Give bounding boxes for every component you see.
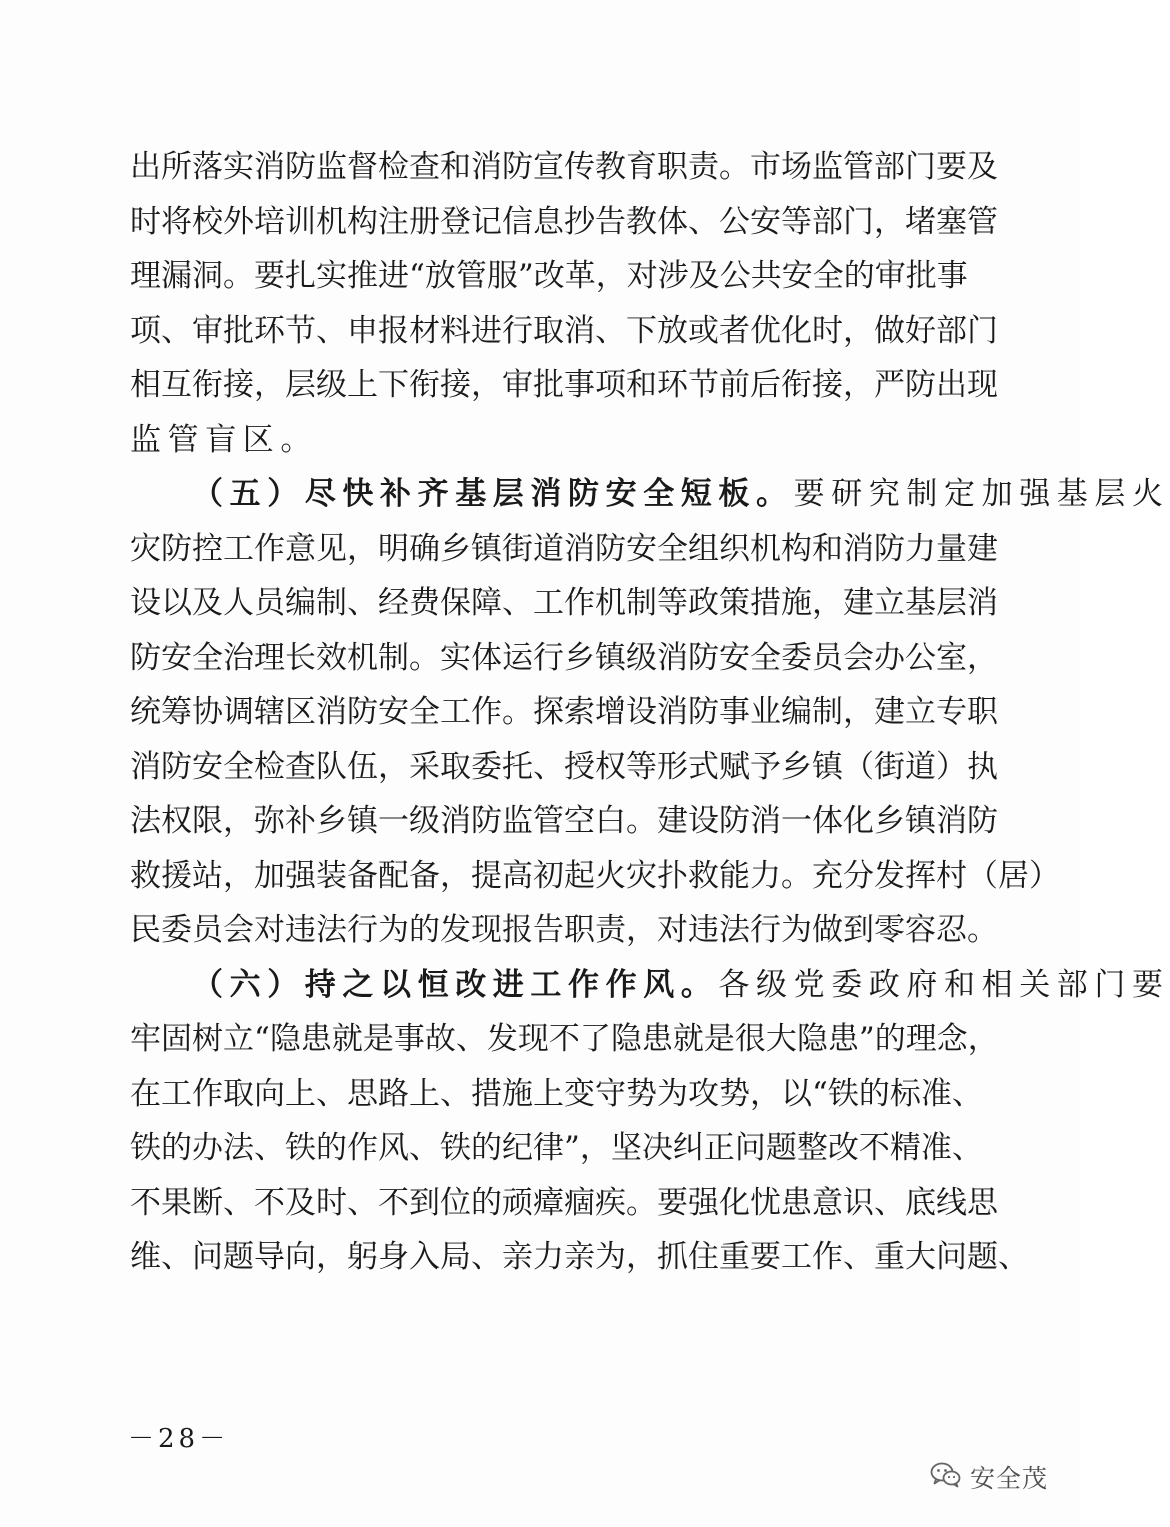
document-body bbox=[130, 140, 1170, 1285]
watermark bbox=[930, 1457, 1048, 1497]
text-line: 监管盲区。 bbox=[130, 421, 318, 458]
text-line: 灾防控工作意见，明确乡镇街道消防安全组织机构和消防力量建 bbox=[130, 530, 998, 567]
text-line: 时将校外培训机构注册登记信息抄告教体、公安等部门，堵塞管 bbox=[130, 203, 998, 240]
paragraph-5-first-line-text: 要研究制定加强基层火 bbox=[793, 476, 1170, 512]
text-line: 维、问题导向，躬身入局、亲力亲为，抓住重要工作、重大问题、 bbox=[130, 1239, 1029, 1275]
text-line: 相互衔接，层级上下衔接，审批事项和环节前后衔接，严防出现 bbox=[130, 367, 998, 403]
text-line: 统筹协调辖区消防安全工作。探索增设消防事业编制，建立专职 bbox=[130, 694, 998, 730]
text-line: 消防安全检查队伍，采取委托、授权等形式赋予乡镇（街道）执 bbox=[130, 748, 998, 785]
text-line: 项、审批环节、申报材料进行取消、下放或者优化时，做好部门 bbox=[130, 312, 998, 349]
paragraph-5-heading: （五）尽快补齐基层消防安全短板。 bbox=[192, 476, 794, 512]
text-line: 出所落实消防监督检查和消防宣传教育职责。市场监管部门要及 bbox=[130, 149, 998, 185]
text-line: 救援站，加强装备配备，提高初起火灾扑救能力。充分发挥村（居） bbox=[130, 857, 1060, 894]
paragraph-6-first-line-text: 各级党委政府和相关部门要 bbox=[718, 966, 1170, 1003]
text-line: 不果断、不及时、不到位的顽瘴痼疾。要强化忧患意识、底线思 bbox=[130, 1184, 998, 1221]
paragraph-6-first-line bbox=[130, 958, 1170, 1013]
text-line: 民委员会对违法行为的发现报告职责，对违法行为做到零容忍。 bbox=[130, 912, 998, 948]
text-line: 防安全治理长效机制。实体运行乡镇级消防安全委员会办公室， bbox=[130, 639, 998, 676]
page-number: －28－ bbox=[128, 1424, 230, 1454]
text-line: 铁的办法、铁的作风、铁的纪律”，坚决纠正问题整改不精准、 bbox=[130, 1130, 983, 1166]
paragraph-6-heading: （六）持之以恒改进工作作风。 bbox=[192, 966, 719, 1003]
watermark-text: 安全茂 bbox=[970, 1464, 1049, 1493]
paragraph-5-first-line bbox=[130, 467, 1170, 522]
text-line: 理漏洞。要扎实推进“放管服”改革，对涉及公共安全的审批事 bbox=[130, 258, 968, 294]
wechat-icon bbox=[930, 1461, 962, 1493]
text-line: 法权限，弥补乡镇一级消防监管空白。建设防消一体化乡镇消防 bbox=[130, 803, 998, 839]
text-line: 在工作取向上、思路上、措施上变守势为攻势，以“铁的标准、 bbox=[130, 1075, 983, 1112]
text-line: 设以及人员编制、经费保障、工作机制等政策措施，建立基层消 bbox=[130, 585, 998, 621]
text-line: 牢固树立“隐患就是事故、发现不了隐患就是很大隐患”的理念， bbox=[130, 1021, 999, 1057]
